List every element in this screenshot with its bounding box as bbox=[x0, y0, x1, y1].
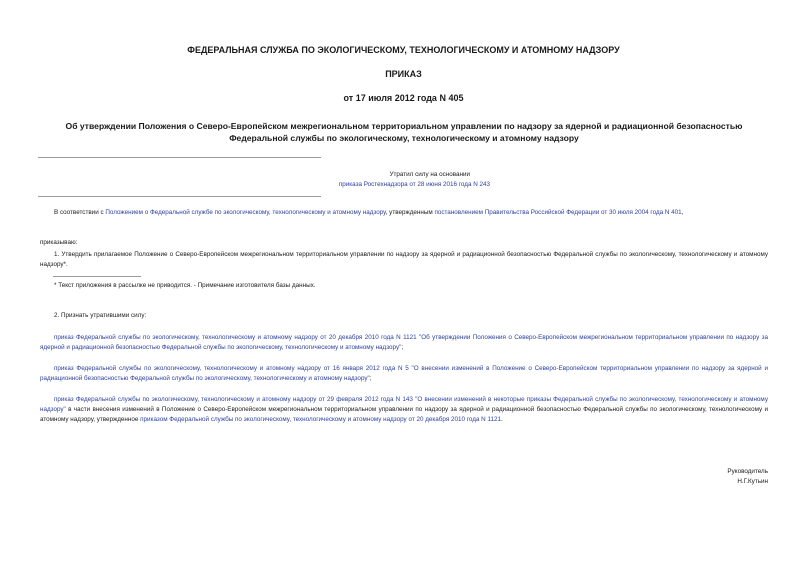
document-type: ПРИКАЗ bbox=[385, 69, 422, 79]
repealed-order-2-link[interactable]: приказ Федеральной службы по экологическому, технологическому и атомному надзору от 16 января 2012 года N 5 "О внесении изменений в Положение о Северо-Европейском территориальном управлении по надзору за ядерной и радиационной безопасностью Федеральной службы по экологическому, технологическому и атомному надзору" bbox=[40, 365, 768, 383]
preamble-text-3: , bbox=[681, 209, 684, 216]
footnote-text: * Текст приложения в рассылке не приводится. - Примечание изготовителя базы данных. bbox=[54, 282, 316, 289]
status-divider bbox=[38, 196, 321, 197]
repealed-order-1 bbox=[40, 333, 768, 353]
footnote-divider bbox=[53, 276, 141, 277]
repealed-order-3-tail: . bbox=[501, 416, 503, 424]
title-line-1: Об утверждении Положения о Северо-Европейском межрегиональном территориальном управлении по надзору за ядерной и радиационной безопасностью bbox=[65, 121, 743, 131]
status-note: Утратил силу на основании bbox=[389, 171, 470, 178]
repealed-order-2-tail: ; bbox=[369, 375, 372, 383]
government-decree-link[interactable]: постановлением Правительства Российской Федерации от 30 июля 2004 года N 401 bbox=[434, 209, 682, 216]
agency-name: ФЕДЕРАЛЬНАЯ СЛУЖБА ПО ЭКОЛОГИЧЕСКОМУ, ТЕХНОЛОГИЧЕСКОМУ И АТОМНОМУ НАДЗОРУ bbox=[187, 45, 620, 55]
document-date-number: от 17 июля 2012 года N 405 bbox=[343, 93, 464, 103]
preamble-text-1: В соответствии с bbox=[54, 209, 106, 216]
repealed-order-3-text: в части внесения изменений в Положение о Северо-Европейском межрегиональном территориальном управлении по надзору за ядерной и радиационной безопасностью Федеральной службы по экологическому, технологическому и атомному надзору, утвержденное bbox=[40, 406, 768, 424]
signature-name: Н.Г.Кутьин bbox=[737, 478, 768, 485]
repealed-order-3-ref-link[interactable]: приказом Федеральной службы по экологическому, технологическому и атомному надзору от 20 декабря 2010 года N 1121 bbox=[140, 416, 502, 424]
prikazyvayu-text: приказываю: bbox=[40, 239, 78, 246]
regulation-link[interactable]: Положением о Федеральной службе по экологическому, технологическому и атомному надзору bbox=[105, 209, 386, 216]
signature-role: Руководитель bbox=[727, 468, 768, 475]
repealed-order-2 bbox=[40, 364, 768, 384]
repealed-order-3-link[interactable]: приказ Федеральной службы по экологическому, технологическому и атомному надзору от 29 февраля 2012 года N 143 "О внесении изменений в некоторые приказы Федеральной службы по экологическому, технологическому и атомному надзору" bbox=[40, 396, 768, 414]
title-divider bbox=[38, 157, 321, 158]
item-2-heading: 2. Признать утратившими силу: bbox=[54, 312, 147, 319]
repealed-order-1-link[interactable]: приказ Федеральной службы по экологическому, технологическому и атомному надзору от 20 декабря 2010 года N 1121 "Об утверждении Положения о Северо-Европейском межрегиональном территориальном управлении по надзору за ядерной и радиационной безопасностью Федеральной службы по экологическому, технологическому и атомному надзору" bbox=[40, 334, 768, 352]
item-1-paragraph: 1. Утвердить прилагаемое Положение о Северо-Европейском межрегиональном территориальном управлении по надзору за ядерной и радиационной безопасностью Федеральной службы по экологическому, технологическому и атомному надзору*. bbox=[40, 251, 768, 269]
document-title bbox=[40, 120, 768, 144]
preamble-text-2: , утвержденным bbox=[385, 209, 435, 216]
preamble-paragraph bbox=[40, 208, 768, 218]
status-link[interactable]: приказа Ростехнадзора от 28 июня 2016 года N 243 bbox=[338, 181, 490, 188]
repealed-order-1-tail: ; bbox=[401, 344, 404, 352]
title-line-2: Федеральной службы по экологическому, технологическому и атомному надзору bbox=[229, 133, 579, 143]
repealed-order-3 bbox=[40, 395, 768, 426]
